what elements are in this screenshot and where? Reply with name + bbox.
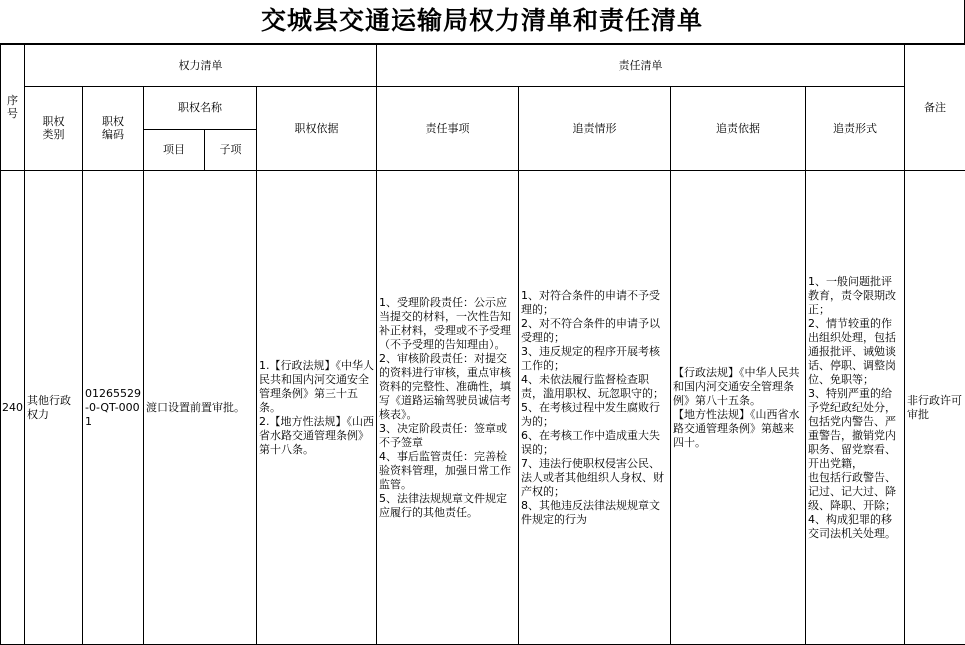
row-accountability-basis: 【行政法规】《中华人民共和国内河交通安全管理条例》第八十五条。 【地方性法规】《山西省水路交通管理条例》第越来四十。 — [671, 171, 806, 645]
header-accountability-basis: 追责依据 — [671, 87, 806, 171]
row-seq: 240 — [1, 171, 25, 645]
row-remarks: 非行政许可审批 — [905, 171, 965, 645]
header-duty-items: 责任事项 — [377, 87, 519, 171]
header-accountability-cases: 追责情形 — [519, 87, 671, 171]
header-power-list: 权力清单 — [25, 45, 377, 87]
header-seq: 序号 — [1, 45, 25, 171]
row-category: 其他行政权力 — [25, 171, 83, 645]
row-power-basis: 1.【行政法规】《中华人民共和国内河交通安全管理条例》第三十五条。 2.【地方性法规】《山西省水路交通管理条例》第十八条。 — [257, 171, 377, 645]
header-power-category: 职权类别 — [25, 87, 83, 171]
row-duty-items: 1、受理阶段责任：公示应当提交的材料，一次性告知补正材料，受理或不予受理（不予受理的告知理由）。 2、审核阶段责任：对提交的资料进行审核，重点审核资料的完整性、准确性，填写《道路运输驾驶员诚信考核表》。 3、决定阶段责任：签章或不予签章 4、事后监管责任：完善检验资料管理，加强日常工作监管。 5、法律法规规章文件规定应履行的其他责任。 — [377, 171, 519, 645]
header-responsibility-list: 责任清单 — [377, 45, 905, 87]
header-accountability-forms: 追责形式 — [806, 87, 905, 171]
row-code: 01265529-0-QT-0001 — [83, 171, 144, 645]
header-remarks: 备注 — [905, 45, 965, 171]
header-power-code: 职权编码 — [83, 87, 144, 171]
power-responsibility-table — [0, 44, 965, 645]
page-title: 交城县交通运输局权力清单和责任清单 — [0, 0, 965, 44]
row-accountability-cases: 1、对符合条件的申请不予受理的； 2、对不符合条件的申请予以受理的； 3、违反规定的程序开展考核工作的； 4、未依法履行监督检查职责，滥用职权、玩忽职守的； 5、在考核过程中发生腐败行为的； 6、在考核工作中造成重大失误的； 7、违法行使职权侵害公民、法人或者其他组织人身权、财产权的； 8、其他违反法律法规规章文件规定的行为 — [519, 171, 671, 645]
header-sub-item: 子项 — [205, 130, 257, 171]
header-item: 项目 — [144, 130, 205, 171]
header-power-name: 职权名称 — [144, 87, 257, 130]
header-power-basis: 职权依据 — [257, 87, 377, 171]
row-item: 渡口设置前置审批。 — [144, 171, 257, 645]
row-accountability-forms: 1、一般问题批评教育，责令限期改正； 2、情节较重的作出组织处理，包括通报批评、诫勉谈话、停职、调整岗位、免职等； 3、特别严重的给予党纪政纪处分，包括党内警告、严重警告，撤销党内职务、留党察看、开出党籍， 也包括行政警告、记过、记大过、降级、降职、开除； 4、构成犯罪的移交司法机关处理。 — [806, 171, 905, 645]
table-row — [1, 171, 965, 645]
